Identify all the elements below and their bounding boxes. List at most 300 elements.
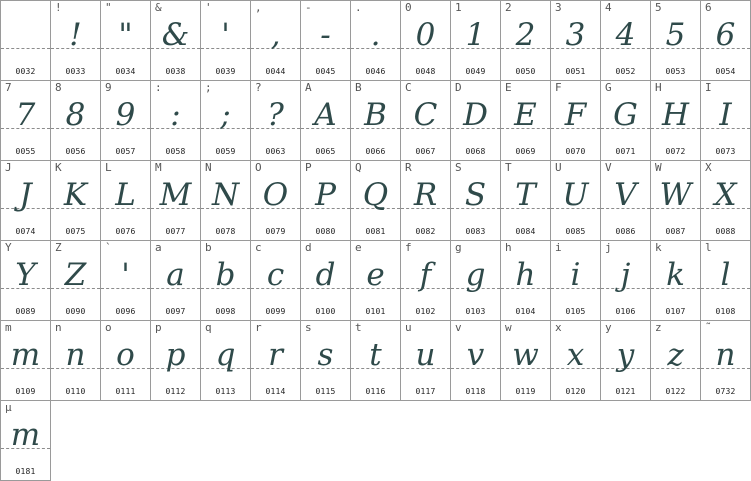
glyph-sample: 3: [565, 17, 586, 53]
glyph-cell: [400, 160, 450, 240]
glyph-cell: [450, 240, 500, 320]
glyph-cell: [350, 160, 400, 240]
glyph-sample: K: [63, 177, 88, 213]
glyph-code: 0099: [265, 307, 286, 316]
glyph-cell: [500, 320, 550, 401]
glyph-code: 0082: [415, 227, 436, 236]
glyph-key-label: P: [305, 161, 312, 174]
glyph-cell: [300, 80, 350, 160]
glyph-cell: [500, 240, 550, 320]
glyph-code: 0104: [515, 307, 536, 316]
glyph-sample: o: [116, 337, 135, 373]
glyph-key-label: 7: [5, 81, 12, 94]
glyph-cell: [250, 240, 300, 320]
glyph-code: 0044: [265, 67, 286, 76]
glyph-sample: g: [465, 257, 486, 293]
glyph-code: 0050: [515, 67, 536, 76]
glyph-key-label: B: [355, 81, 362, 94]
glyph-cell: [450, 0, 500, 80]
glyph-code: 0074: [15, 227, 36, 236]
glyph-code: 0116: [365, 387, 386, 396]
glyph-sample: H: [661, 97, 690, 133]
glyph-key-label: d: [305, 241, 312, 254]
glyph-code: 0058: [165, 147, 186, 156]
glyph-cell: [350, 320, 400, 401]
glyph-key-label: µ: [5, 401, 12, 414]
glyph-sample: q: [215, 337, 236, 373]
glyph-cell: [200, 240, 250, 320]
glyph-sample: G: [613, 97, 638, 133]
glyph-code: 0034: [115, 67, 136, 76]
glyph-cell: [200, 160, 250, 240]
glyph-cell: [250, 320, 300, 401]
glyph-key-label: u: [405, 321, 412, 334]
glyph-sample: W: [659, 177, 692, 213]
glyph-code: 0055: [15, 147, 36, 156]
glyph-sample: ?: [267, 97, 284, 133]
glyph-code: 0102: [415, 307, 436, 316]
glyph-sample: z: [667, 337, 684, 373]
glyph-key-label: L: [105, 161, 112, 174]
glyph-cell: [150, 320, 200, 401]
glyph-sample: 9: [115, 97, 136, 133]
glyph-code: 0113: [215, 387, 236, 396]
glyph-cell: [200, 320, 250, 401]
glyph-cell: [550, 80, 600, 160]
glyph-code: 0108: [715, 307, 736, 316]
glyph-cell: [650, 160, 700, 240]
glyph-key-label: w: [505, 321, 512, 334]
glyph-cell: [400, 240, 450, 320]
glyph-sample: m: [10, 337, 41, 373]
glyph-key-label: &: [155, 1, 162, 14]
glyph-cell: [700, 160, 751, 240]
glyph-sample: d: [315, 257, 336, 293]
glyph-key-label: 9: [105, 81, 112, 94]
glyph-sample: a: [166, 257, 185, 293]
glyph-key-label: D: [455, 81, 462, 94]
glyph-key-label: -: [305, 1, 312, 14]
glyph-cell: [350, 80, 400, 160]
glyph-cell: [600, 160, 650, 240]
glyph-key-label: G: [605, 81, 612, 94]
glyph-code: 0046: [365, 67, 386, 76]
glyph-cell: [0, 240, 50, 320]
glyph-key-label: b: [205, 241, 212, 254]
glyph-cell: [50, 160, 100, 240]
glyph-code: 0083: [465, 227, 486, 236]
glyph-cell: [100, 160, 150, 240]
glyph-key-label: ˜: [705, 321, 712, 334]
glyph-code: 0045: [315, 67, 336, 76]
glyph-sample: n: [715, 337, 736, 373]
glyph-code: 0111: [115, 387, 136, 396]
glyph-key-label: V: [605, 161, 612, 174]
glyph-sample: E: [514, 97, 537, 133]
glyph-code: 0073: [715, 147, 736, 156]
glyph-code: 0088: [715, 227, 736, 236]
glyph-key-label: H: [655, 81, 662, 94]
glyph-key-label: 3: [555, 1, 562, 14]
glyph-cell: [400, 320, 450, 401]
glyph-key-label: Z: [55, 241, 62, 254]
glyph-cell: [0, 400, 51, 481]
glyph-key-label: 2: [505, 1, 512, 14]
glyph-code: 0048: [415, 67, 436, 76]
glyph-cell: [700, 0, 751, 80]
glyph-key-label: y: [605, 321, 612, 334]
glyph-key-label: n: [55, 321, 62, 334]
glyph-sample: 5: [665, 17, 686, 53]
glyph-cell: [700, 320, 751, 401]
glyph-sample: c: [266, 257, 285, 293]
glyph-cell: [50, 320, 100, 401]
glyph-sample: V: [614, 177, 637, 213]
glyph-code: 0032: [15, 67, 36, 76]
glyph-key-label: j: [605, 241, 612, 254]
glyph-code: 0052: [615, 67, 636, 76]
glyph-sample: S: [464, 177, 487, 213]
glyph-cell: [650, 80, 700, 160]
glyph-cell: [50, 240, 100, 320]
glyph-sample: L: [115, 177, 136, 213]
glyph-sample: u: [415, 337, 436, 373]
glyph-code: 0072: [665, 147, 686, 156]
glyph-sample: ': [121, 257, 130, 293]
glyph-sample: l: [720, 257, 731, 293]
glyph-sample: Q: [362, 177, 389, 213]
glyph-sample: 7: [15, 97, 36, 133]
glyph-cell: [200, 0, 250, 80]
glyph-cell: [400, 0, 450, 80]
glyph-code: 0181: [15, 467, 36, 476]
glyph-code: 0059: [215, 147, 236, 156]
glyph-key-label: Q: [355, 161, 362, 174]
glyph-key-label: ;: [205, 81, 212, 94]
glyph-key-label: x: [555, 321, 562, 334]
glyph-sample: k: [666, 257, 685, 293]
glyph-code: 0049: [465, 67, 486, 76]
glyph-sample: j: [620, 257, 631, 293]
glyph-key-label: r: [255, 321, 262, 334]
glyph-key-label: e: [355, 241, 362, 254]
glyph-code: 0066: [365, 147, 386, 156]
glyph-sample: b: [215, 257, 236, 293]
glyph-sample: .: [370, 17, 381, 53]
glyph-sample: y: [616, 337, 635, 373]
glyph-key-label: W: [655, 161, 662, 174]
glyph-sample: D: [463, 97, 488, 133]
glyph-code: 0053: [665, 67, 686, 76]
glyph-code: 0087: [665, 227, 686, 236]
glyph-code: 0109: [15, 387, 36, 396]
glyph-code: 0063: [265, 147, 286, 156]
glyph-sample: B: [364, 97, 387, 133]
glyph-code: 0076: [115, 227, 136, 236]
glyph-sample: m: [10, 417, 41, 453]
glyph-cell: [350, 240, 400, 320]
glyph-sample: A: [314, 97, 337, 133]
glyph-sample: s: [317, 337, 334, 373]
glyph-code: 0098: [215, 307, 236, 316]
glyph-cell: [550, 240, 600, 320]
glyph-sample: U: [562, 177, 589, 213]
glyph-key-label: k: [655, 241, 662, 254]
glyph-sample: ,: [270, 17, 281, 53]
glyph-code: 0085: [565, 227, 586, 236]
glyph-sample: O: [262, 177, 289, 213]
glyph-key-label: 8: [55, 81, 62, 94]
glyph-code: 0080: [315, 227, 336, 236]
glyph-code: 0075: [65, 227, 86, 236]
glyph-key-label: Y: [5, 241, 12, 254]
glyph-sample: p: [165, 337, 186, 373]
glyph-key-label: X: [705, 161, 712, 174]
glyph-code: 0122: [665, 387, 686, 396]
glyph-sample: F: [564, 97, 587, 133]
glyph-code: 0114: [265, 387, 286, 396]
glyph-sample: ': [221, 17, 230, 53]
glyph-sample: v: [466, 337, 485, 373]
glyph-key-label: `: [105, 241, 112, 254]
glyph-cell: [400, 80, 450, 160]
glyph-sample: 1: [465, 17, 486, 53]
glyph-sample: n: [65, 337, 86, 373]
glyph-cell: [150, 160, 200, 240]
glyph-sample: ": [118, 17, 133, 53]
glyph-sample: ;: [220, 97, 231, 133]
glyph-code: 0056: [65, 147, 86, 156]
glyph-cell: [500, 0, 550, 80]
glyph-code: 0086: [615, 227, 636, 236]
glyph-code: 0089: [15, 307, 36, 316]
glyph-code: 0067: [415, 147, 436, 156]
glyph-cell: [700, 240, 751, 320]
glyph-key-label: S: [455, 161, 462, 174]
glyph-key-label: ": [105, 1, 112, 14]
glyph-sample: R: [413, 177, 438, 213]
glyph-cell: [450, 80, 500, 160]
glyph-sample: h: [515, 257, 536, 293]
glyph-code: 0096: [115, 307, 136, 316]
glyph-code: 0065: [315, 147, 336, 156]
glyph-key-label: f: [405, 241, 412, 254]
glyph-cell: [650, 320, 700, 401]
glyph-key-label: !: [55, 1, 62, 14]
glyph-key-label: 6: [705, 1, 712, 14]
glyph-key-label: O: [255, 161, 262, 174]
glyph-code: 0038: [165, 67, 186, 76]
glyph-key-label: q: [205, 321, 212, 334]
glyph-code: 0100: [315, 307, 336, 316]
glyph-key-label: a: [155, 241, 162, 254]
glyph-cell: [650, 240, 700, 320]
glyph-code: 0070: [565, 147, 586, 156]
glyph-key-label: 0: [405, 1, 412, 14]
glyph-code: 0078: [215, 227, 236, 236]
glyph-code: 0117: [415, 387, 436, 396]
glyph-cell: [600, 240, 650, 320]
glyph-code: 0057: [115, 147, 136, 156]
glyph-code: 0069: [515, 147, 536, 156]
glyph-sample: i: [570, 257, 581, 293]
glyph-sample: 8: [65, 97, 86, 133]
glyph-sample: !: [69, 17, 82, 53]
glyph-key-label: C: [405, 81, 412, 94]
glyph-sample: w: [512, 337, 539, 373]
glyph-sample: X: [714, 177, 737, 213]
glyph-cell: [600, 0, 650, 80]
glyph-sample: &: [161, 17, 190, 53]
glyph-cell: [250, 80, 300, 160]
glyph-key-label: g: [455, 241, 462, 254]
glyph-cell: [500, 80, 550, 160]
glyph-cell: [100, 240, 150, 320]
glyph-key-label: T: [505, 161, 512, 174]
glyph-sample: e: [366, 257, 385, 293]
glyph-key-label: 5: [655, 1, 662, 14]
glyph-key-label: t: [355, 321, 362, 334]
glyph-cell: [600, 80, 650, 160]
glyph-cell: [250, 0, 300, 80]
glyph-cell: [50, 80, 100, 160]
glyph-key-label: M: [155, 161, 162, 174]
glyph-sample: P: [315, 177, 336, 213]
glyph-cell: [300, 160, 350, 240]
glyph-code: 0097: [165, 307, 186, 316]
glyph-sample: N: [211, 177, 240, 213]
glyph-code: 0732: [715, 387, 736, 396]
glyph-key-label: ?: [255, 81, 262, 94]
glyph-cell: [300, 240, 350, 320]
glyph-sample: x: [566, 337, 585, 373]
glyph-cell: [550, 0, 600, 80]
glyph-cell: [250, 160, 300, 240]
glyph-code: 0106: [615, 307, 636, 316]
glyph-cell: [0, 160, 50, 240]
glyph-key-label: z: [655, 321, 662, 334]
glyph-code: 0054: [715, 67, 736, 76]
glyph-key-label: v: [455, 321, 462, 334]
glyph-key-label: N: [205, 161, 212, 174]
glyph-key-label: R: [405, 161, 412, 174]
glyph-key-label: o: [105, 321, 112, 334]
glyph-cell: [300, 0, 350, 80]
glyph-key-label: F: [555, 81, 562, 94]
glyph-cell: [700, 80, 751, 160]
glyph-key-label: h: [505, 241, 512, 254]
glyph-sample: :: [170, 97, 181, 133]
glyph-key-label: p: [155, 321, 162, 334]
glyph-code: 0120: [565, 387, 586, 396]
glyph-key-label: :: [155, 81, 162, 94]
glyph-key-label: l: [705, 241, 712, 254]
glyph-code: 0081: [365, 227, 386, 236]
glyph-key-label: m: [5, 321, 12, 334]
glyph-cell: [0, 320, 50, 400]
glyph-cell: [200, 80, 250, 160]
glyph-code: 0121: [615, 387, 636, 396]
glyph-code: 0107: [665, 307, 686, 316]
glyph-cell: [450, 320, 500, 401]
glyph-cell: [50, 0, 100, 80]
glyph-sample: Z: [64, 257, 87, 293]
glyph-cell: [600, 320, 650, 401]
glyph-sample: t: [369, 337, 382, 373]
glyph-code: 0077: [165, 227, 186, 236]
glyph-code: 0033: [65, 67, 86, 76]
glyph-code: 0115: [315, 387, 336, 396]
glyph-sample: M: [159, 177, 192, 213]
glyph-sample: 4: [615, 17, 636, 53]
glyph-cell: [150, 80, 200, 160]
glyph-sample: -: [320, 17, 331, 53]
glyph-key-label: 1: [455, 1, 462, 14]
glyph-sample: 2: [515, 17, 536, 53]
glyph-cell: [100, 80, 150, 160]
glyph-code: 0079: [265, 227, 286, 236]
glyph-code: 0103: [465, 307, 486, 316]
glyph-key-label: K: [55, 161, 62, 174]
glyph-code: 0118: [465, 387, 486, 396]
glyph-cell: [300, 320, 350, 401]
glyph-key-label: i: [555, 241, 562, 254]
glyph-cell: [100, 0, 150, 80]
glyph-cell: [150, 240, 200, 320]
glyph-key-label: J: [5, 161, 12, 174]
glyph-cell: [550, 320, 600, 401]
glyph-sample: 6: [715, 17, 736, 53]
glyph-code: 0119: [515, 387, 536, 396]
glyph-cell: [150, 0, 200, 80]
glyph-code: 0084: [515, 227, 536, 236]
glyph-key-label: ,: [255, 1, 262, 14]
glyph-key-label: .: [355, 1, 362, 14]
glyph-sample: I: [719, 97, 732, 133]
glyph-code: 0071: [615, 147, 636, 156]
glyph-code: 0101: [365, 307, 386, 316]
glyph-cell: [550, 160, 600, 240]
glyph-key-label: A: [305, 81, 312, 94]
glyph-code: 0051: [565, 67, 586, 76]
glyph-sample: f: [419, 257, 432, 293]
glyph-sample: J: [19, 177, 32, 213]
glyph-code: 0068: [465, 147, 486, 156]
glyph-key-label: c: [255, 241, 262, 254]
glyph-sample: C: [413, 97, 438, 133]
glyph-cell: [650, 0, 700, 80]
glyph-code: 0105: [565, 307, 586, 316]
glyph-cell: [0, 80, 50, 160]
glyph-cell: [500, 160, 550, 240]
glyph-sample: r: [268, 337, 283, 373]
glyph-key-label: E: [505, 81, 512, 94]
glyph-key-label: I: [705, 81, 712, 94]
glyph-code: 0112: [165, 387, 186, 396]
glyph-key-label: 4: [605, 1, 612, 14]
glyph-key-label: s: [305, 321, 312, 334]
glyph-cell: [450, 160, 500, 240]
glyph-cell: [100, 320, 150, 401]
glyph-sample: Y: [15, 257, 36, 293]
glyph-code: 0039: [215, 67, 236, 76]
glyph-sample: 0: [415, 17, 436, 53]
baseline-guide: [1, 48, 50, 49]
glyph-code: 0090: [65, 307, 86, 316]
glyph-cell: [350, 0, 400, 80]
glyph-code: 0110: [65, 387, 86, 396]
glyph-key-label: ': [205, 1, 212, 14]
